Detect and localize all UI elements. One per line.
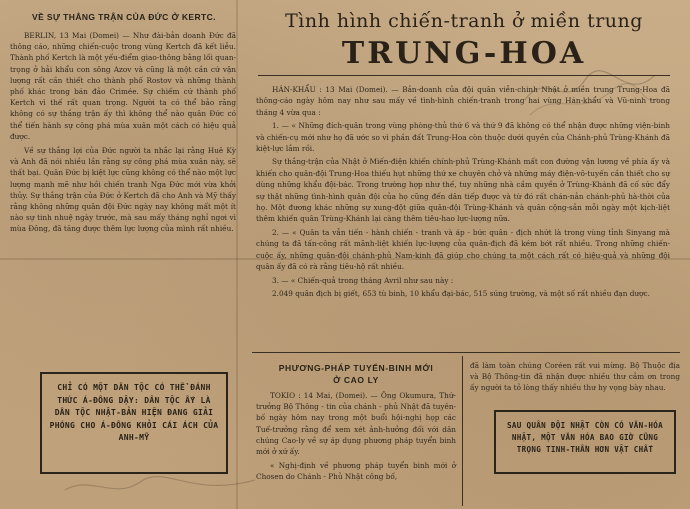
main-paragraph: HÁN-KHẨU : 13 Mai (Domei). — Bản-doanh của đội quân viễn-chinh Nhật ở miền trung Trung-Hoa đã thông-cáo ngày hôm nay như sau mấy về tình-hình chiến-tranh trong hai vùng Hán-khẩu và Vũ-ninh trong tháng 4 vừa qua :: [256, 85, 670, 117]
left-article-body: [10, 30, 236, 235]
korea-paragraph: TOKIO : 14 Mai, (Domei). — Ông Okumura, Thứ-trưởng Bộ Thông - tin của chánh - phủ Nhật đã tuyên-bố ngày hôm nay trong một buổi hội-nghị họp các Tuế-trưởng rằng để xem xét ảnh-hưởng đối với dân chúng Cao-ly về sự áp dụng phương pháp tuyển binh mới ở xứ ấy.: [256, 391, 456, 457]
pencil-scrawl-decoration: [60, 470, 260, 504]
korea-article-continued: [470, 360, 680, 397]
korea-paragraph: « Nghị-định về phương pháp tuyển binh mới ở Chosen do Chánh - Phủ Nhật công bố,: [256, 461, 456, 482]
korea-article: [256, 362, 456, 486]
korea-continued-text: đã làm toàn chúng Coréen rất vui mừng. Bộ Thuộc địa và Bộ Thông-tin đã nhận được nhiều thư cảm ơn trong ấy người ta tỏ lòng thấy nhiều thư hy vọng bày nhau.: [470, 361, 680, 393]
korea-article-title-line2: Ở CAO LY: [333, 375, 379, 385]
section-divider-vertical: [462, 356, 463, 506]
fold-line-vertical: [236, 0, 238, 509]
main-paragraph: 2.049 quân địch bị giết, 653 tù binh, 10 khẩu đại-bác, 515 súng trường, và một số rất nhiều đạn dược.: [272, 288, 650, 298]
main-article: [248, 10, 680, 301]
left-slogan-box: CHỈ CÓ MỘT DÂN TỘC CÓ THỂ ĐÁNH THỨC Á-ĐÔNG DẬY: DÂN TỘC ẤY LÀ DÂN TỘC NHẬT-BẢN HIỆN ĐANG GIẢI PHÓNG CHO Á-ĐÔNG KHỎI CÁI ÁCH CỦA ANH-MỸ: [40, 372, 228, 474]
korea-article-title-line1: PHƯƠNG-PHÁP TUYỂN-BINH MỚI: [278, 363, 434, 373]
main-article-body: [248, 84, 680, 299]
main-headline-line2: TRUNG-HOA: [341, 36, 587, 71]
left-article-heading: VỀ SỰ THẮNG TRẬN CỦA ĐỨC Ở KERTC.: [32, 12, 216, 22]
main-paragraph: 2. — « Quân ta vẫn tiến - hành chiến - tranh và áp - bức quân - địch nhứt là trong vùng tỉnh Sinyang mà chúng ta đã tấn-công rất mãnh-liệt khiến lực-lượng của quân-địch đã kém bớt rất nhiều. Trong những chiến-cuộc ấy, những quân-đội chánh-phủ Nam-kinh đã giúp cho chúng ta một cách rất có hiệu-quả và những đội quân ấy đã có rà rằng tiêu-hộ rất nhiều.: [256, 227, 670, 272]
left-column: [10, 12, 236, 238]
right-slogan-box: SAU QUÂN ĐỘI NHẬT CÒN CÓ VĂN-HÓA NHẬT, MỘT VĂN HÓA BAO GIỜ CŨNG TRỌNG TINH-THẦN HƠN VẬT CHẤT: [494, 410, 676, 474]
section-divider-horizontal: [252, 352, 680, 353]
main-paragraph: 3. — « Chiến-quả trong tháng Avril như sau này :: [272, 275, 454, 285]
headline-rule: [258, 75, 670, 76]
main-paragraph: Sự thắng-trận của Nhật ở Miến-điện khiến chính-phủ Trùng-Khánh mất con đường vận lương về phía ấy và khiến cho quân-đội Trung-Hoa thiếu hụt những thứ xe chuyên chở và những máy điện-vô-tuyến cần thiết cho sự dùng những khẩu đội-bác. Trong trường hợp như thế, tuy những nhà cầm quyền ở Trùng-Khánh đã cố sức đẩy sự thật những tình-hình quân đội của họ cũng đến dân tiếp được và từ đó rất chán-nản chánh-phủ hà-thời của họ. Một đương khác những sự xung-đột giữa quân-đội Trùng-Khánh và quân cộng-sản mỗi ngày một kịch-liệt thêm khiến quân Trùng-Khánh lại càng thêm tiêu-hao lực-lượng nữa.: [256, 157, 670, 224]
main-paragraph: 1. — « Những đích-quân trong vùng phòng-thủ thứ 6 và thứ 9 đã không có thể nhận được những viện-binh và chiến-cụ mới như họ đã ước so vì phần đất Trung-Hoa còn thuộc dưới quyền của Chánh-phủ Trùng-Khánh đã kiệt-lực lắm rồi.: [256, 121, 670, 154]
left-paragraph: BERLIN, 13 Mai (Domei) — Như đài-bản doanh Đức đã thông cáo, những chiến-cuộc trong vùng Kertch đã kết liễu. Thành phố Kertch là một yếu-điểm giao-thông bằng lối quan-trọng ở hải khẩu con sông Azov và cũng là một cần cứ vận lượng rất cần thiết cho thành phố Rostov và những thành phố khác trong bán đảo Crimée. Sự chiếm cứ thành phố Kertch vì thế rất quan trọng. Người ta có thể bảo rằng không có sự thắng trận ấy thì không thể nào quân Đức có thể tiến hành sự công phá mùa xuân một cách có hiệu quả được.: [10, 31, 236, 141]
left-paragraph: Về sự thắng lợi của Đức người ta nhắc lại rằng Huê Kỳ và Anh đã nói nhiều lần rằng sự công phá mùa xuân này, sẽ thất bại. Quân Đức bị kiệt lực cũng không có thể nào một lực lượng mạnh mẽ như hồi chiến tranh Nga Đức mới vừa khởi thủy. Sự thắng trận của Đức ở Kertch đã cho Anh và Mỹ thấy rằng không những quân đội Đức ngày nay không mất một ít nào sự tinh nhuệ ngày trước, mà sau mấy tháng nghỉ ngơi vì mùa Đông, đã tăng được thêm lực lượng của mình rất nhiều.: [10, 146, 236, 234]
main-headline-line1: Tình hình chiến-tranh ở miền trung: [285, 10, 643, 32]
korea-article-body: [256, 390, 456, 483]
